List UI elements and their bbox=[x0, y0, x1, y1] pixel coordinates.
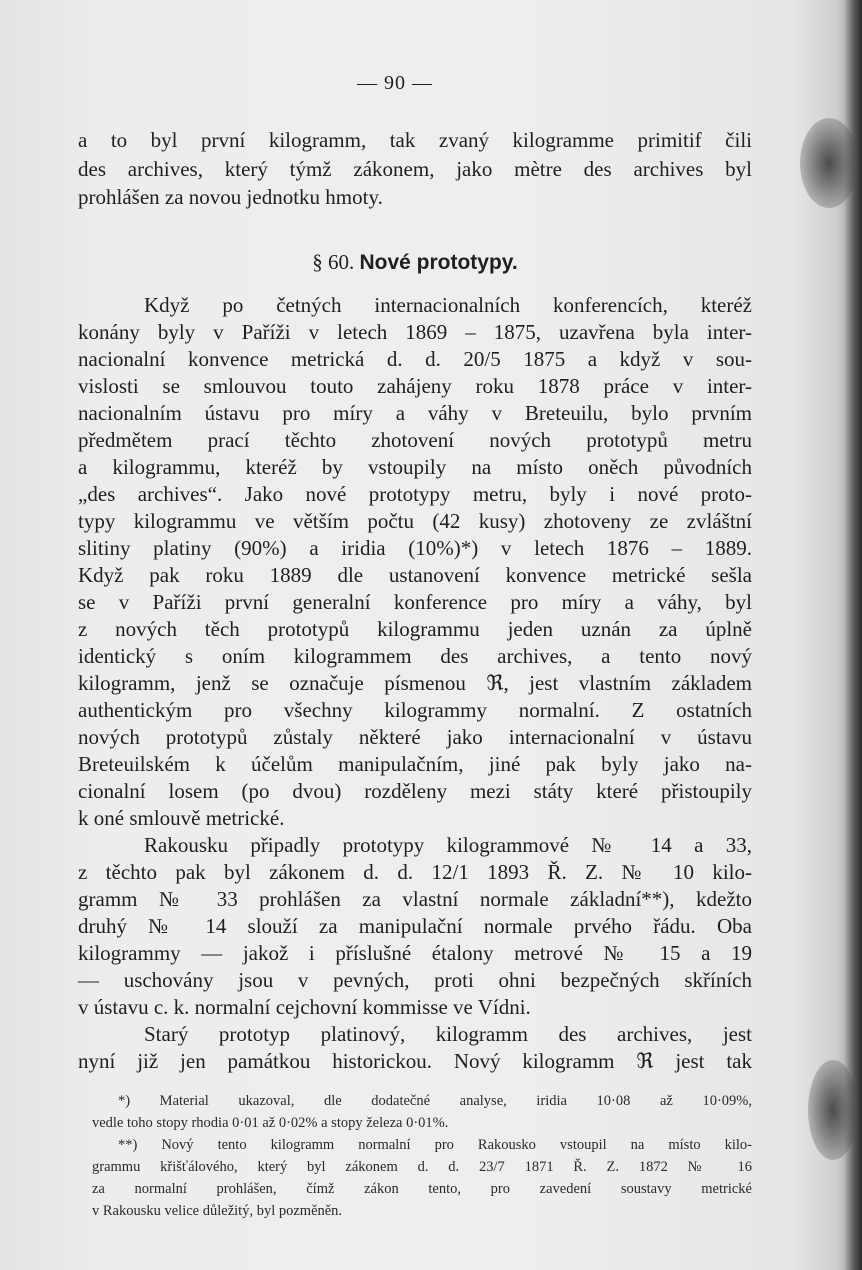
text-line: Když po četných internacionalních konferencích, kteréž bbox=[144, 293, 752, 317]
text-line: k oné smlouvě metrické. bbox=[78, 806, 285, 830]
text-line: des archives, který týmž zákonem, jako mètre des archives byl bbox=[78, 157, 752, 181]
footnote-line: za normalní prohlášen, čímž zákon tento, pro zavedení soustavy metrické bbox=[92, 1181, 752, 1197]
text-line: z těchto pak byl zákonem d. d. 12/1 1893 Ř. Z. № 10 kilo- bbox=[78, 860, 752, 884]
section-number: § 60. bbox=[312, 250, 355, 274]
text-line: Rakousku připadly prototypy kilogrammové № 14 a 33, bbox=[144, 833, 752, 857]
section-heading bbox=[0, 250, 830, 275]
text-line: Starý prototyp platinový, kilogramm des archives, jest bbox=[144, 1022, 752, 1046]
page-number: — 90 — bbox=[357, 72, 433, 94]
ink-blot bbox=[800, 118, 858, 208]
text-line: konány byly v Paříži v letech 1869 – 1875, uzavřena byla inter- bbox=[78, 320, 752, 344]
text-line: a kilogrammu, kteréž by vstoupily na místo oněch původních bbox=[78, 455, 752, 479]
text-line: se v Paříži první generalní konference pro míry a váhy, byl bbox=[78, 590, 752, 614]
footnote-line: grammu křišťálového, který byl zákonem d. d. 23/7 1871 Ř. Z. 1872 № 16 bbox=[92, 1159, 752, 1175]
footnote-line: *) Material ukazoval, dle dodatečné analyse, iridia 10·08 až 10·09%, bbox=[118, 1093, 752, 1109]
text-line: typy kilogrammu ve větším počtu (42 kusy) zhotoveny ze zvláštní bbox=[78, 509, 752, 533]
ink-blot bbox=[808, 1060, 858, 1160]
text-line: v ústavu c. k. normalní cejchovní kommisse ve Vídni. bbox=[78, 995, 531, 1019]
text-line: authentickým pro všechny kilogrammy normalní. Z ostatních bbox=[78, 698, 752, 722]
footnote-line: vedle toho stopy rhodia 0·01 až 0·02% a stopy železa 0·01%. bbox=[92, 1115, 449, 1131]
text-line: prohlášen za novou jednotku hmoty. bbox=[78, 185, 383, 209]
text-line: Breteuilském k účelům manipulačním, jiné pak byly jako na- bbox=[78, 752, 752, 776]
footnote-line: v Rakousku velice důležitý, byl pozměněn. bbox=[92, 1203, 343, 1219]
text-line: slitiny platiny (90%) a iridia (10%)*) v letech 1876 – 1889. bbox=[78, 536, 752, 560]
section-title: Nové prototypy. bbox=[359, 251, 518, 274]
text-line: Když pak roku 1889 dle ustanovení konvence metrické sešla bbox=[78, 563, 752, 587]
text-line: předmětem prací těchto zhotovení nových prototypů metru bbox=[78, 428, 752, 452]
text-line: kilogramm, jenž se označuje písmenou ℜ, jest vlastním základem bbox=[78, 671, 752, 695]
text-line: vislosti se smlouvou touto zahájeny roku 1878 práce v inter- bbox=[78, 374, 752, 398]
text-line: identický s oním kilogrammem des archives, a tento nový bbox=[78, 644, 752, 668]
text-line: — uschovány jsou v pevných, proti ohni bezpečných skříních bbox=[78, 968, 752, 992]
text-line: a to byl první kilogramm, tak zvaný kilogramme primitif čili bbox=[78, 128, 752, 152]
text-line: nacionalním ústavu pro míry a váhy v Breteuilu, bylo prvním bbox=[78, 401, 752, 425]
text-line: nyní již jen památkou historickou. Nový kilogramm ℜ jest tak bbox=[78, 1049, 752, 1073]
text-line: cionalní losem (po dvou) rozděleny mezi státy které přistoupily bbox=[78, 779, 752, 803]
text-line: kilogrammy — jakož i příslušné étalony metrové № 15 a 19 bbox=[78, 941, 752, 965]
footnote-line: **) Nový tento kilogramm normalní pro Rakousko vstoupil na místo kilo- bbox=[118, 1137, 752, 1153]
text-line: z nových těch prototypů kilogrammu jeden uznán za úplně bbox=[78, 617, 752, 641]
text-line: druhý № 14 slouží za manipulační normale prvého řádu. Oba bbox=[78, 914, 752, 938]
text-line: gramm № 33 prohlášen za vlastní normale základní**), kdežto bbox=[78, 887, 752, 911]
text-line: nových prototypů zůstaly některé jako internacionalní v ústavu bbox=[78, 725, 752, 749]
text-line: nacionalní konvence metrická d. d. 20/5 1875 a když v sou- bbox=[78, 347, 752, 371]
text-line: „des archives“. Jako nové prototypy metru, byly i nové proto- bbox=[78, 482, 752, 506]
